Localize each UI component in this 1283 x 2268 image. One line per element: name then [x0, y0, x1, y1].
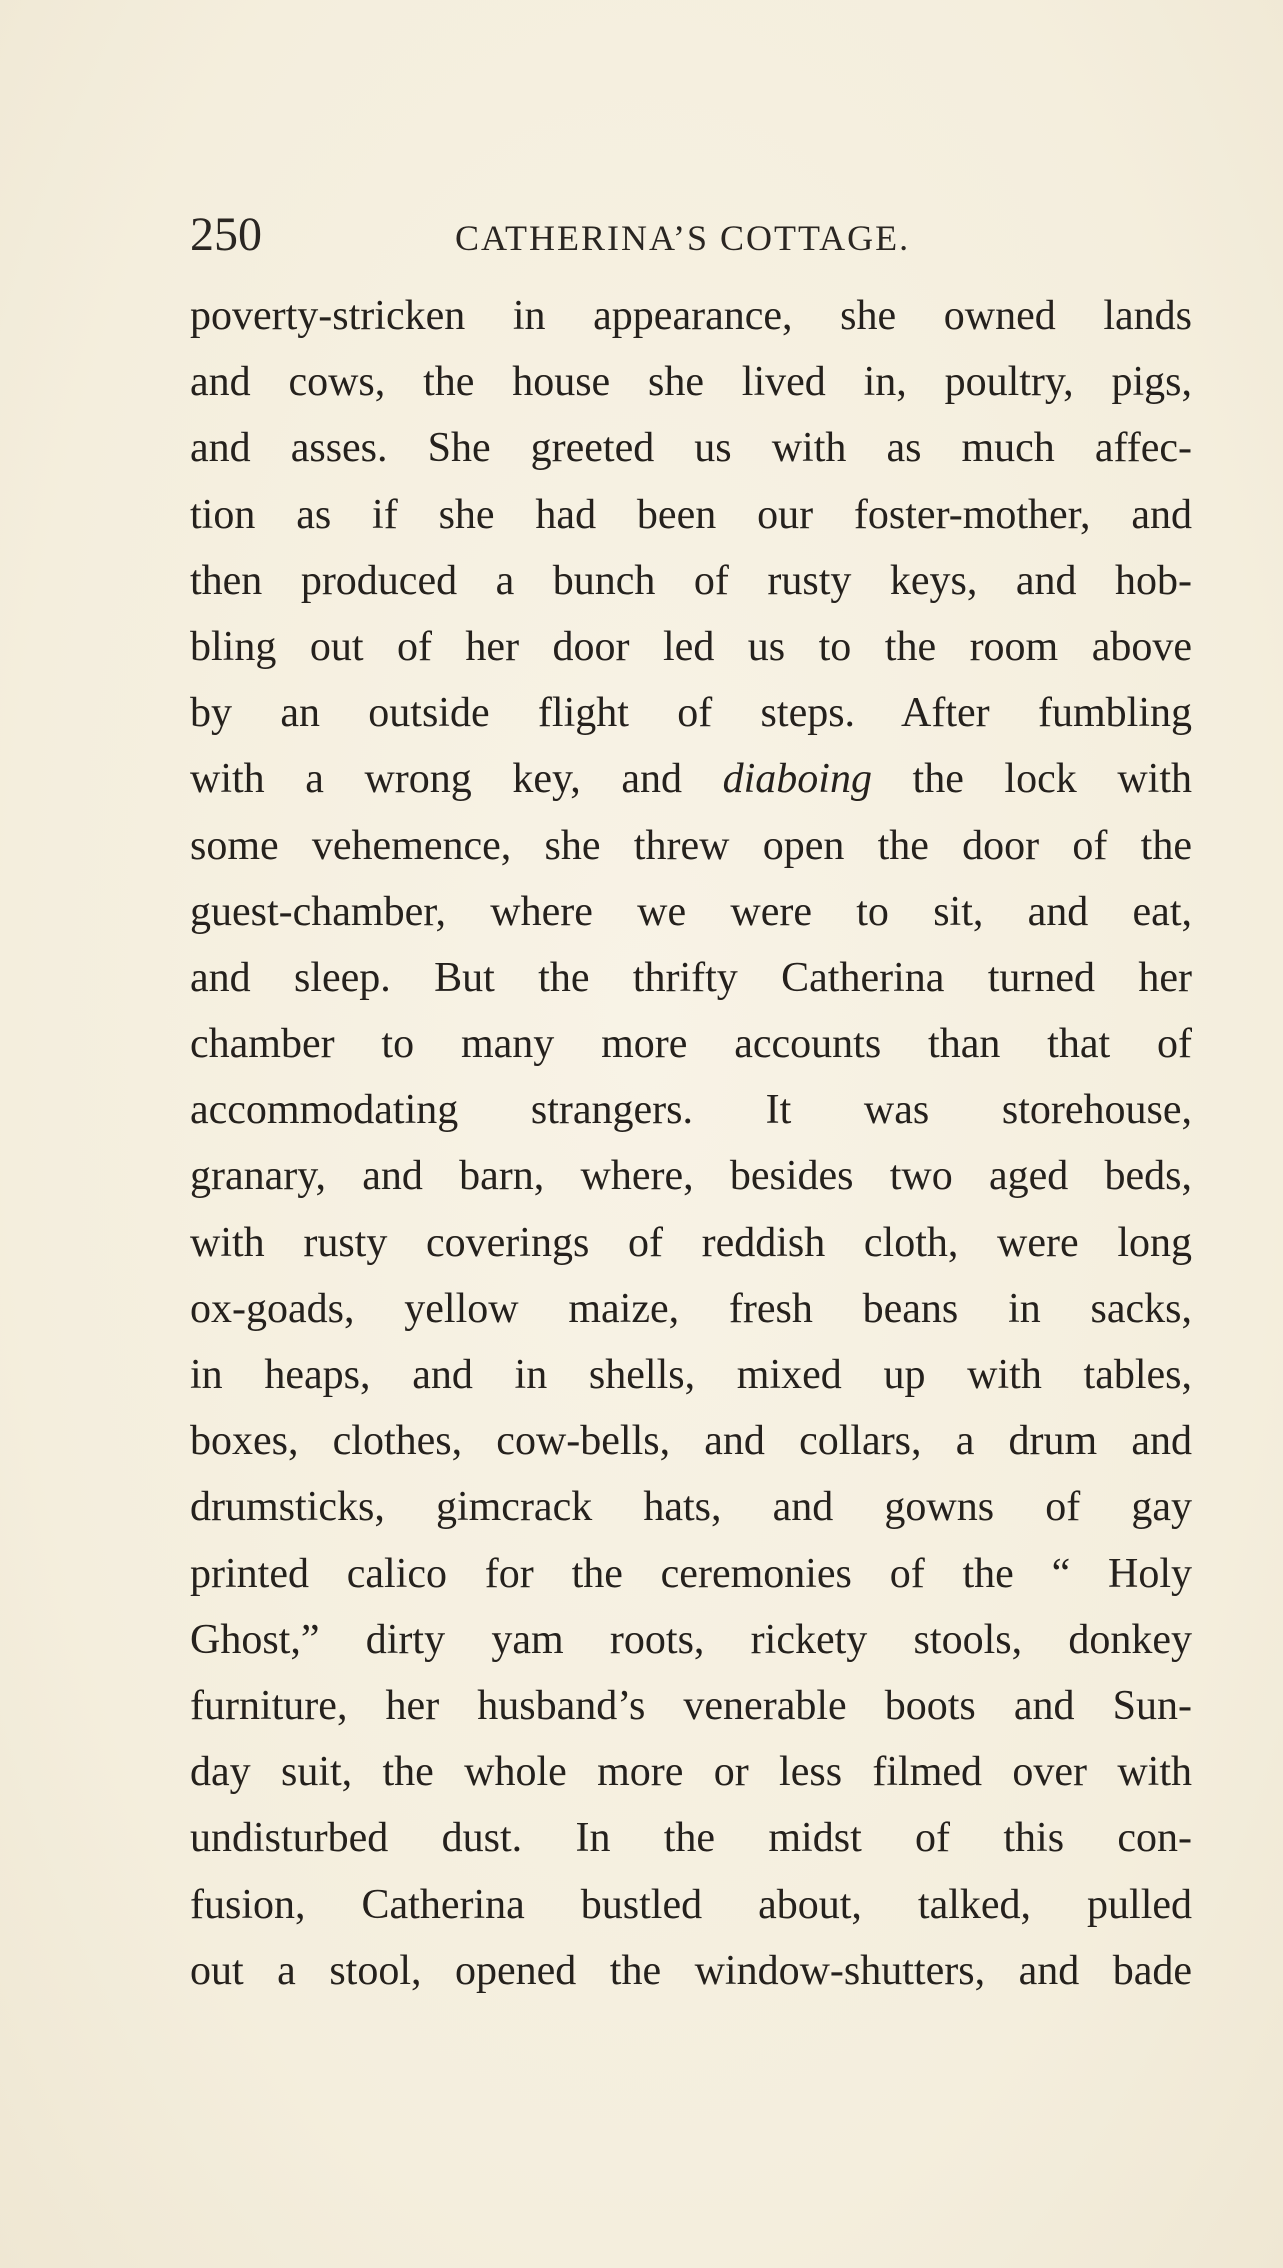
text-line-14: granary, and barn, where, besides two aged beds,	[190, 1153, 1192, 1200]
text-line-6: bling out of her door led us to the room above	[190, 623, 1192, 670]
text-line-23: day suit, the whole more or less filmed over with	[190, 1749, 1192, 1796]
body-text	[190, 283, 1192, 2004]
text-line-20: printed calico for the ceremonies of the “ Holy	[190, 1550, 1192, 1597]
text-line-1: poverty-stricken in appearance, she owned lands	[190, 293, 1192, 339]
page-number: 250	[190, 208, 262, 261]
text-line-9: some vehemence, she threw open the door of the	[190, 822, 1192, 869]
text-line-25: fusion, Catherina bustled about, talked, pulled	[190, 1881, 1192, 1928]
text-line-11: and sleep. But the thrifty Catherina turned her	[190, 954, 1192, 1001]
text-line-12: chamber to many more accounts than that of	[190, 1021, 1192, 1068]
text-line-10: guest-chamber, where we were to sit, and eat,	[190, 888, 1192, 935]
text-line-7: by an outside flight of steps. After fumbling	[190, 690, 1192, 737]
running-head: CATHERINA’S COTTAGE.	[455, 218, 911, 258]
text-line-13: accommodating strangers. It was storehouse,	[190, 1087, 1192, 1134]
text-line-16: ox-goads, yellow maize, fresh beans in sacks,	[190, 1285, 1192, 1332]
text-line-8-end: the lock with	[871, 756, 1192, 803]
text-line-18: boxes, clothes, cow-bells, and collars, a drum and	[190, 1418, 1192, 1465]
text-line-8	[190, 746, 1192, 812]
text-line-15: with rusty coverings of reddish cloth, were long	[190, 1219, 1192, 1266]
text-line-4: tion as if she had been our foster-mother, and	[190, 491, 1192, 538]
text-line-21: Ghost,” dirty yam roots, rickety stools, donkey	[190, 1616, 1192, 1663]
text-line-8-start: with a wrong key, and	[190, 756, 723, 803]
text-line-26: out a stool, opened the window-shutters, and bade	[190, 1947, 1192, 1994]
italic-word: diaboing	[722, 756, 872, 803]
text-line-19: drumsticks, gimcrack hats, and gowns of gay	[190, 1484, 1192, 1531]
text-line-22: furniture, her husband’s venerable boots and Sun-	[190, 1682, 1192, 1729]
text-line-17: in heaps, and in shells, mixed up with tables,	[190, 1352, 1192, 1398]
text-line-3: and asses. She greeted us with as much affec-	[190, 425, 1192, 472]
text-line-2: and cows, the house she lived in, poultry, pigs,	[190, 359, 1192, 406]
text-line-5: then produced a bunch of rusty keys, and hob-	[190, 557, 1192, 604]
text-line-24: undisturbed dust. In the midst of this con-	[190, 1815, 1192, 1862]
page-header	[190, 205, 1190, 275]
